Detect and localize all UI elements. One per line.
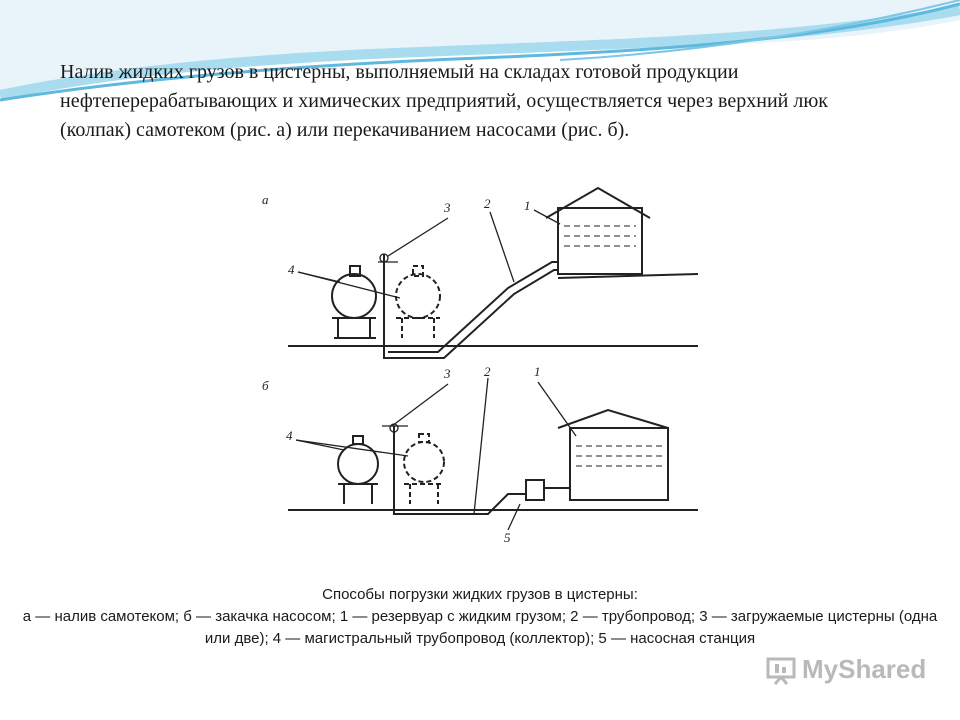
callout-b-3: 3 [444, 366, 451, 381]
callout-a-3: 3 [444, 200, 451, 215]
caption-title: Способы погрузки жидких грузов в цистерны: [322, 586, 638, 603]
callout-a-1: 1 [524, 198, 531, 213]
callout-b-4: 4 [286, 428, 293, 443]
callout-a-4: 4 [288, 262, 295, 277]
callout-b-2: 2 [484, 364, 491, 379]
callout-b-5: 5 [504, 530, 511, 544]
panel-a-label: а [262, 192, 269, 207]
watermark-text: MyShared [802, 654, 927, 684]
loading-methods-diagram [258, 178, 700, 544]
panel-b-label: б [262, 378, 269, 393]
callout-a-2: 2 [484, 196, 491, 211]
figure-caption [0, 584, 960, 650]
watermark [766, 654, 926, 685]
caption-body: а — налив самотеком; б — закачка насосом; 1 — резервуар с жидким грузом; 2 — трубопровод; 3 — загружаемые цистерны (одна или две); 4 — магистральный трубопровод (коллектор); 5 — насосная станция [22, 608, 938, 647]
callout-b-1: 1 [534, 364, 541, 379]
presentation-board-icon [766, 655, 796, 685]
intro-paragraph: Налив жидких грузов в цистерны, выполняемый на складах готовой продукции нефтеперерабатывающих и химических предприятий, осуществляется через верхний люк (колпак) самотеком (рис. а) или перекачиванием насосами (рис. б). [60, 61, 828, 141]
